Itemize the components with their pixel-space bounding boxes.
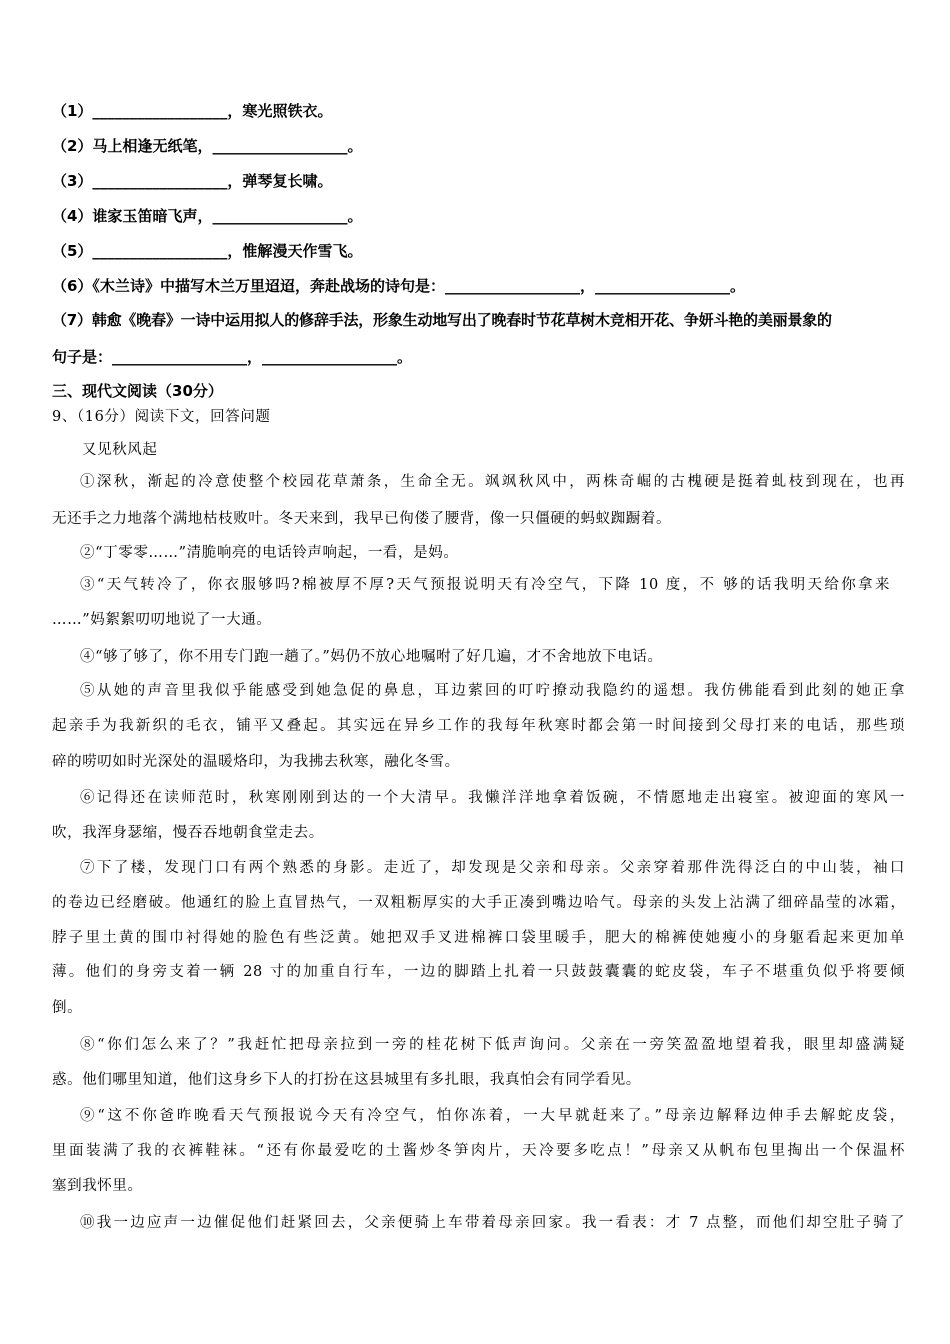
section-heading: 三、现代文阅读（30分） — [52, 382, 223, 400]
article-line: ⑥记得还在读师范时，秋寒刚刚到达的一个大清早。我懒洋洋地拿着饭碗，不情愿地走出寝室。被迎面的寒风一 — [80, 790, 905, 806]
fill-question-7-continued: 句子是：__________________，__________________。 — [52, 348, 413, 366]
fill-question-1: （1）__________________，寒光照铁衣。 — [52, 102, 333, 120]
article-line: ③“天气转冷了，你衣服够吗?棉被厚不厚?天气预报说明天有冷空气，下降 10 度，不 够的话我明天给你拿来 — [80, 577, 890, 593]
article-line: 惑。他们哪里知道，他们这身乡下人的打扮在这县城里有多扎眼，我真怕会有同学看见。 — [52, 1072, 641, 1088]
fill-question-6: （6）《木兰诗》中描写木兰万里迢迢，奔赴战场的诗句是：__________________，__________________。 — [52, 277, 745, 295]
article-line: 起亲手为我新织的毛衣，铺平又叠起。其实远在异乡工作的我每年秋寒时都会第一时间接到父母打来的电话，那些琐 — [52, 718, 905, 734]
fill-question-2: （2）马上相逢无纸笔，__________________。 — [52, 137, 363, 155]
question-9-prompt: 9、（16分）阅读下文，回答问题 — [52, 409, 271, 425]
article-line: ②“丁零零……”清脆响亮的电话铃声响起，一看，是妈。 — [80, 545, 459, 561]
fill-question-5: （5）__________________，惟解漫天作雪飞。 — [52, 242, 363, 260]
fill-question-3: （3）__________________，弹琴复长啸。 — [52, 172, 333, 190]
fill-question-4: （4）谁家玉笛暗飞声，__________________。 — [52, 207, 363, 225]
article-line: 脖子里土黄的围巾衬得她的脸色有些泛黄。她把双手叉进棉裤口袋里暖手，肥大的棉裤使她瘦小的身躯看起来更加单 — [52, 930, 905, 946]
article-line: 倒。 — [52, 1000, 83, 1016]
article-line: 碎的唠叨如时光深处的温暖烙印，为我拂去秋寒，融化冬雪。 — [52, 754, 460, 770]
article-line: 塞到我怀里。 — [52, 1178, 143, 1194]
article-line: 里面装满了我的衣裤鞋袜。“还有你最爱吃的土酱炒冬笋肉片，天冷要多吃点！”母亲又从帆布包里掏出一个保温杯 — [52, 1143, 905, 1159]
article-line: 的卷边已经磨破。他通红的脸上直冒热气，一双粗粝厚实的大手正凑到嘴边哈气。母亲的头发上沾满了细碎晶莹的冰霜， — [52, 895, 905, 911]
article-line: ⑨“这不你爸昨晚看天气预报说今天有冷空气，怕你冻着，一大早就赶来了。”母亲边解释边伸手去解蛇皮袋， — [80, 1108, 905, 1124]
article-line: 吹，我浑身瑟缩，慢吞吞地朝食堂走去。 — [52, 825, 324, 841]
article-line: ⑦下了楼，发现门口有两个熟悉的身影。走近了，却发现是父亲和母亲。父亲穿着那件洗得泛白的中山装，袖口 — [80, 860, 905, 876]
article-line: 薄。他们的身旁支着一辆 28 寸的加重自行车，一边的脚踏上扎着一只鼓鼓囊囊的蛇皮袋，车子不堪重负似乎将要倾 — [52, 964, 905, 980]
article-title: 又见秋风起 — [82, 442, 158, 458]
fill-question-7: （7）韩愈《晚春》一诗中运用拟人的修辞手法，形象生动地写出了晚春时节花草树木竞相开花、争妍斗艳的美丽景象的 — [52, 311, 832, 329]
article-line: ①深秋，渐起的冷意使整个校园花草萧条，生命全无。飒飒秋风中，两株奇崛的古槐硬是挺着虬枝到现在，也再 — [80, 474, 905, 490]
article-line: ⑩我一边应声一边催促他们赶紧回去，父亲便骑上车带着母亲回家。我一看表：才 7 点整，而他们却空肚子骑了 — [80, 1215, 905, 1231]
article-line: ④“够了够了，你不用专门跑一趟了。”妈仍不放心地嘱咐了好几遍，才不舍地放下电话。 — [80, 649, 663, 665]
article-line: ⑤从她的声音里我似乎能感受到她急促的鼻息，耳边萦回的叮咛撩动我隐约的遥想。我仿佛能看到此刻的她正拿 — [80, 683, 905, 699]
article-line: ⑧“你们怎么来了？”我赶忙把母亲拉到一旁的桂花树下低声询问。父亲在一旁笑盈盈地望着我，眼里却盛满疑 — [80, 1037, 905, 1053]
article-line: 无还手之力地落个满地枯枝败叶。冬天来到，我早已佝偻了腰背，像一只僵硬的蚂蚁踟蹰着。 — [52, 511, 672, 527]
article-line: ……”妈絮絮叨叨地说了一大通。 — [52, 612, 272, 628]
